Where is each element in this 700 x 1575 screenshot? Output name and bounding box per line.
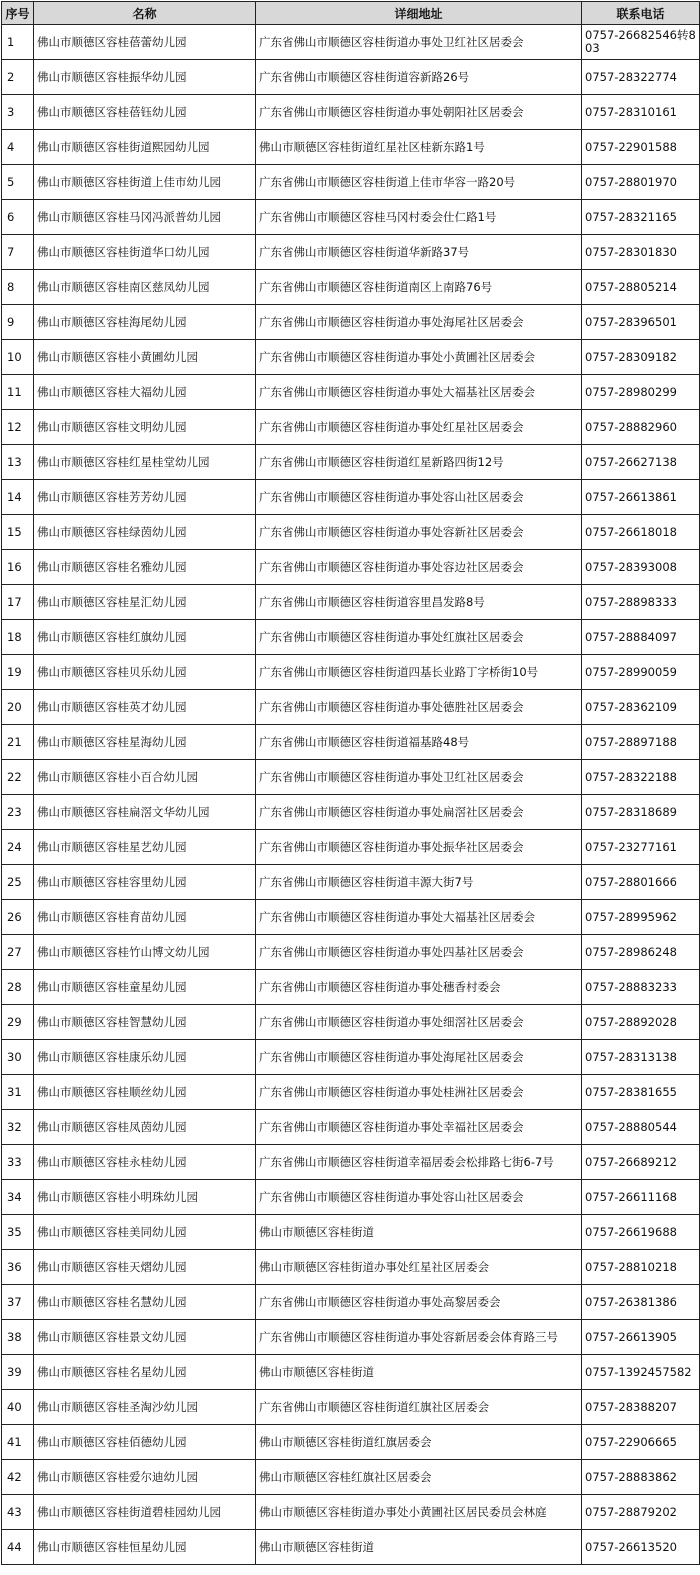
cell-phone: 0757-28318689 (582, 795, 700, 830)
table-row (2, 340, 700, 375)
cell-phone: 0757-28388207 (582, 1390, 700, 1425)
cell-name: 佛山市顺德区容桂圣淘沙幼儿园 (34, 1390, 256, 1425)
cell-name: 佛山市顺德区容桂芳芳幼儿园 (34, 480, 256, 515)
cell-phone: 0757-26613520 (582, 1530, 700, 1565)
cell-seq: 6 (2, 200, 34, 235)
table-row (2, 200, 700, 235)
cell-address: 佛山市顺德区容桂街道红星社区桂新东路1号 (256, 130, 582, 165)
cell-seq: 2 (2, 60, 34, 95)
cell-seq: 29 (2, 1005, 34, 1040)
table-row (2, 1180, 700, 1215)
cell-address: 广东省佛山市顺德区容桂街道上佳市华容一路20号 (256, 165, 582, 200)
cell-phone: 0757-28882960 (582, 410, 700, 445)
cell-seq: 43 (2, 1495, 34, 1530)
cell-seq: 4 (2, 130, 34, 165)
table-row (2, 305, 700, 340)
cell-seq: 5 (2, 165, 34, 200)
cell-name: 佛山市顺德区容桂蓓蕾幼儿园 (34, 25, 256, 60)
cell-name: 佛山市顺德区容桂天熠幼儿园 (34, 1250, 256, 1285)
cell-seq: 32 (2, 1110, 34, 1145)
cell-phone: 0757-28883862 (582, 1460, 700, 1495)
cell-name: 佛山市顺德区容桂小黄圃幼儿园 (34, 340, 256, 375)
cell-address: 广东省佛山市顺德区容桂街道办事处卫红社区居委会 (256, 760, 582, 795)
table-row (2, 690, 700, 725)
cell-name: 佛山市顺德区容桂贝乐幼儿园 (34, 655, 256, 690)
cell-name: 佛山市顺德区容桂景文幼儿园 (34, 1320, 256, 1355)
cell-address: 广东省佛山市顺德区容桂街道办事处红旗社区居委会 (256, 620, 582, 655)
cell-phone: 0757-28884097 (582, 620, 700, 655)
cell-name: 佛山市顺德区容桂爱尔迪幼儿园 (34, 1460, 256, 1495)
table-row (2, 1425, 700, 1460)
cell-phone: 0757-28880544 (582, 1110, 700, 1145)
header-address: 详细地址 (256, 2, 582, 25)
cell-phone: 0757-28381655 (582, 1075, 700, 1110)
header-name: 名称 (34, 2, 256, 25)
cell-name: 佛山市顺德区容桂名星幼儿园 (34, 1355, 256, 1390)
cell-name: 佛山市顺德区容桂英才幼儿园 (34, 690, 256, 725)
cell-address: 广东省佛山市顺德区容桂街道办事处容山社区居委会 (256, 480, 582, 515)
cell-name: 佛山市顺德区容桂红星桂堂幼儿园 (34, 445, 256, 480)
cell-phone: 0757-26682546转803 (582, 25, 700, 60)
cell-seq: 25 (2, 865, 34, 900)
table-row (2, 25, 700, 60)
cell-address: 广东省佛山市顺德区容桂街道南区上南路76号 (256, 270, 582, 305)
cell-phone: 0757-28898333 (582, 585, 700, 620)
cell-name: 佛山市顺德区容桂绿茵幼儿园 (34, 515, 256, 550)
cell-address: 广东省佛山市顺德区容桂街道办事处小黄圃社区居委会 (256, 340, 582, 375)
cell-name: 佛山市顺德区容桂名慧幼儿园 (34, 1285, 256, 1320)
cell-name: 佛山市顺德区容桂育苗幼儿园 (34, 900, 256, 935)
table-row (2, 1040, 700, 1075)
cell-address: 佛山市顺德区容桂街道办事处红星社区居委会 (256, 1250, 582, 1285)
cell-phone: 0757-26611168 (582, 1180, 700, 1215)
table-row (2, 550, 700, 585)
cell-address: 广东省佛山市顺德区容桂街道丰源大街7号 (256, 865, 582, 900)
cell-phone: 0757-28362109 (582, 690, 700, 725)
cell-address: 广东省佛山市顺德区容桂街道办事处红星社区居委会 (256, 410, 582, 445)
cell-name: 佛山市顺德区容桂佰德幼儿园 (34, 1425, 256, 1460)
cell-address: 广东省佛山市顺德区容桂街道办事处容边社区居委会 (256, 550, 582, 585)
table-header-row (2, 2, 700, 25)
cell-seq: 7 (2, 235, 34, 270)
table-row (2, 795, 700, 830)
table-row (2, 620, 700, 655)
cell-seq: 9 (2, 305, 34, 340)
cell-name: 佛山市顺德区容桂容里幼儿园 (34, 865, 256, 900)
table-row (2, 515, 700, 550)
cell-seq: 30 (2, 1040, 34, 1075)
table-row (2, 830, 700, 865)
table-row (2, 725, 700, 760)
cell-phone: 0757-28322188 (582, 760, 700, 795)
cell-seq: 23 (2, 795, 34, 830)
cell-address: 佛山市顺德区容桂街道 (256, 1215, 582, 1250)
cell-name: 佛山市顺德区容桂扁滘文华幼儿园 (34, 795, 256, 830)
table-row (2, 60, 700, 95)
cell-address: 广东省佛山市顺德区容桂街道办事处德胜社区居委会 (256, 690, 582, 725)
cell-seq: 34 (2, 1180, 34, 1215)
cell-phone: 0757-28995962 (582, 900, 700, 935)
cell-name: 佛山市顺德区容桂海尾幼儿园 (34, 305, 256, 340)
cell-name: 佛山市顺德区容桂小明珠幼儿园 (34, 1180, 256, 1215)
table-row (2, 865, 700, 900)
header-phone: 联系电话 (582, 2, 700, 25)
table-row (2, 760, 700, 795)
cell-name: 佛山市顺德区容桂街道熙园幼儿园 (34, 130, 256, 165)
table-row (2, 1005, 700, 1040)
table-row (2, 935, 700, 970)
cell-address: 佛山市顺德区容桂街道办事处小黄圃社区居民委员会林庭 (256, 1495, 582, 1530)
cell-phone: 0757-28309182 (582, 340, 700, 375)
table-row (2, 1110, 700, 1145)
cell-name: 佛山市顺德区容桂童星幼儿园 (34, 970, 256, 1005)
kindergarten-table (1, 1, 700, 1565)
cell-address: 广东省佛山市顺德区容桂街道办事处大福基社区居委会 (256, 900, 582, 935)
cell-phone: 0757-28805214 (582, 270, 700, 305)
cell-address: 佛山市顺德区容桂街道 (256, 1530, 582, 1565)
cell-address: 广东省佛山市顺德区容桂街道办事处容山社区居委会 (256, 1180, 582, 1215)
cell-name: 佛山市顺德区容桂蓓钰幼儿园 (34, 95, 256, 130)
cell-address: 广东省佛山市顺德区容桂街道容新路26号 (256, 60, 582, 95)
cell-name: 佛山市顺德区容桂大福幼儿园 (34, 375, 256, 410)
table-row (2, 95, 700, 130)
cell-address: 广东省佛山市顺德区容桂街道办事处海尾社区居委会 (256, 1040, 582, 1075)
cell-name: 佛山市顺德区容桂星汇幼儿园 (34, 585, 256, 620)
cell-seq: 39 (2, 1355, 34, 1390)
cell-seq: 10 (2, 340, 34, 375)
cell-seq: 35 (2, 1215, 34, 1250)
table-row (2, 1075, 700, 1110)
cell-name: 佛山市顺德区容桂红旗幼儿园 (34, 620, 256, 655)
cell-name: 佛山市顺德区容桂恒星幼儿园 (34, 1530, 256, 1565)
cell-name: 佛山市顺德区容桂街道碧桂园幼儿园 (34, 1495, 256, 1530)
cell-seq: 13 (2, 445, 34, 480)
cell-seq: 24 (2, 830, 34, 865)
cell-seq: 21 (2, 725, 34, 760)
cell-seq: 28 (2, 970, 34, 1005)
cell-address: 广东省佛山市顺德区容桂街道办事处大福基社区居委会 (256, 375, 582, 410)
cell-phone: 0757-28301830 (582, 235, 700, 270)
cell-address: 广东省佛山市顺德区容桂马冈村委会仕仁路1号 (256, 200, 582, 235)
cell-seq: 38 (2, 1320, 34, 1355)
cell-name: 佛山市顺德区容桂星海幼儿园 (34, 725, 256, 760)
cell-name: 佛山市顺德区容桂街道上佳市幼儿园 (34, 165, 256, 200)
cell-phone: 0757-26627138 (582, 445, 700, 480)
cell-phone: 0757-28322774 (582, 60, 700, 95)
cell-address: 广东省佛山市顺德区容桂街道红星新路四街12号 (256, 445, 582, 480)
table-row (2, 1250, 700, 1285)
table-row (2, 375, 700, 410)
cell-address: 广东省佛山市顺德区容桂街道幸福居委会松排路七街6-7号 (256, 1145, 582, 1180)
cell-seq: 41 (2, 1425, 34, 1460)
cell-address: 广东省佛山市顺德区容桂街道办事处卫红社区居委会 (256, 25, 582, 60)
cell-seq: 15 (2, 515, 34, 550)
cell-phone: 0757-28990059 (582, 655, 700, 690)
cell-seq: 36 (2, 1250, 34, 1285)
cell-address: 广东省佛山市顺德区容桂街道华新路37号 (256, 235, 582, 270)
cell-seq: 14 (2, 480, 34, 515)
cell-phone: 0757-28313138 (582, 1040, 700, 1075)
table-row (2, 235, 700, 270)
cell-name: 佛山市顺德区容桂振华幼儿园 (34, 60, 256, 95)
cell-name: 佛山市顺德区容桂永桂幼儿园 (34, 1145, 256, 1180)
cell-address: 广东省佛山市顺德区容桂街道办事处幸福社区居委会 (256, 1110, 582, 1145)
cell-seq: 27 (2, 935, 34, 970)
table-row (2, 900, 700, 935)
table-row (2, 165, 700, 200)
table-row (2, 480, 700, 515)
cell-name: 佛山市顺德区容桂美同幼儿园 (34, 1215, 256, 1250)
cell-phone: 0757-28810218 (582, 1250, 700, 1285)
cell-address: 广东省佛山市顺德区容桂街道办事处扁滘社区居委会 (256, 795, 582, 830)
cell-phone: 0757-28879202 (582, 1495, 700, 1530)
table-row (2, 270, 700, 305)
cell-address: 佛山市顺德区容桂街道红旗居委会 (256, 1425, 582, 1460)
table-row (2, 1495, 700, 1530)
cell-seq: 31 (2, 1075, 34, 1110)
cell-address: 佛山市顺德区容桂红旗社区居委会 (256, 1460, 582, 1495)
table-row (2, 1355, 700, 1390)
cell-address: 广东省佛山市顺德区容桂街道办事处桂洲社区居委会 (256, 1075, 582, 1110)
table-row (2, 970, 700, 1005)
cell-phone: 0757-28892028 (582, 1005, 700, 1040)
table-row (2, 1390, 700, 1425)
cell-seq: 19 (2, 655, 34, 690)
cell-name: 佛山市顺德区容桂小百合幼儿园 (34, 760, 256, 795)
cell-address: 佛山市顺德区容桂街道 (256, 1355, 582, 1390)
cell-name: 佛山市顺德区容桂星艺幼儿园 (34, 830, 256, 865)
cell-seq: 44 (2, 1530, 34, 1565)
cell-address: 广东省佛山市顺德区容桂街道办事处朝阳社区居委会 (256, 95, 582, 130)
table-row (2, 1320, 700, 1355)
cell-address: 广东省佛山市顺德区容桂街道办事处穗香村委会 (256, 970, 582, 1005)
cell-seq: 11 (2, 375, 34, 410)
cell-phone: 0757-26619688 (582, 1215, 700, 1250)
cell-phone: 0757-22906665 (582, 1425, 700, 1460)
cell-address: 广东省佛山市顺德区容桂街道办事处高黎居委会 (256, 1285, 582, 1320)
cell-address: 广东省佛山市顺德区容桂街道办事处海尾社区居委会 (256, 305, 582, 340)
cell-name: 佛山市顺德区容桂街道华口幼儿园 (34, 235, 256, 270)
cell-seq: 17 (2, 585, 34, 620)
table-row (2, 445, 700, 480)
cell-phone: 0757-1392457582 (582, 1355, 700, 1390)
cell-phone: 0757-28801970 (582, 165, 700, 200)
cell-phone: 0757-26381386 (582, 1285, 700, 1320)
cell-name: 佛山市顺德区容桂智慧幼儿园 (34, 1005, 256, 1040)
cell-seq: 42 (2, 1460, 34, 1495)
table-row (2, 655, 700, 690)
cell-seq: 3 (2, 95, 34, 130)
cell-seq: 1 (2, 25, 34, 60)
cell-phone: 0757-28883233 (582, 970, 700, 1005)
cell-seq: 12 (2, 410, 34, 445)
table-row (2, 585, 700, 620)
cell-address: 广东省佛山市顺德区容桂街道四基长业路丁字桥街10号 (256, 655, 582, 690)
cell-seq: 37 (2, 1285, 34, 1320)
cell-phone: 0757-22901588 (582, 130, 700, 165)
table-row (2, 410, 700, 445)
cell-phone: 0757-28393008 (582, 550, 700, 585)
cell-seq: 22 (2, 760, 34, 795)
table-row (2, 1145, 700, 1180)
header-seq: 序号 (2, 2, 34, 25)
cell-phone: 0757-28980299 (582, 375, 700, 410)
table-row (2, 1285, 700, 1320)
cell-name: 佛山市顺德区容桂竹山博文幼儿园 (34, 935, 256, 970)
cell-seq: 18 (2, 620, 34, 655)
table-row (2, 130, 700, 165)
cell-address: 广东省佛山市顺德区容桂街道办事处细滘社区居委会 (256, 1005, 582, 1040)
cell-phone: 0757-26689212 (582, 1145, 700, 1180)
cell-phone: 0757-23277161 (582, 830, 700, 865)
cell-phone: 0757-28986248 (582, 935, 700, 970)
cell-phone: 0757-28396501 (582, 305, 700, 340)
cell-name: 佛山市顺德区容桂凤茵幼儿园 (34, 1110, 256, 1145)
cell-address: 广东省佛山市顺德区容桂街道办事处容新社区居委会 (256, 515, 582, 550)
cell-phone: 0757-28321165 (582, 200, 700, 235)
cell-name: 佛山市顺德区容桂南区慈凤幼儿园 (34, 270, 256, 305)
table-row (2, 1215, 700, 1250)
cell-name: 佛山市顺德区容桂康乐幼儿园 (34, 1040, 256, 1075)
cell-address: 广东省佛山市顺德区容桂街道福基路48号 (256, 725, 582, 760)
cell-phone: 0757-26618018 (582, 515, 700, 550)
cell-address: 广东省佛山市顺德区容桂街道容里昌发路8号 (256, 585, 582, 620)
table-row (2, 1530, 700, 1565)
cell-phone: 0757-28310161 (582, 95, 700, 130)
cell-seq: 26 (2, 900, 34, 935)
cell-seq: 8 (2, 270, 34, 305)
cell-address: 广东省佛山市顺德区容桂街道办事处四基社区居委会 (256, 935, 582, 970)
cell-seq: 16 (2, 550, 34, 585)
cell-address: 广东省佛山市顺德区容桂街道红旗社区居委会 (256, 1390, 582, 1425)
cell-seq: 40 (2, 1390, 34, 1425)
cell-phone: 0757-28897188 (582, 725, 700, 760)
cell-address: 广东省佛山市顺德区容桂街道办事处容新居委会体育路三号 (256, 1320, 582, 1355)
table-body (2, 25, 700, 1565)
cell-seq: 33 (2, 1145, 34, 1180)
table-row (2, 1460, 700, 1495)
cell-seq: 20 (2, 690, 34, 725)
cell-name: 佛山市顺德区容桂文明幼儿园 (34, 410, 256, 445)
cell-name: 佛山市顺德区容桂马冈冯派普幼儿园 (34, 200, 256, 235)
cell-address: 广东省佛山市顺德区容桂街道办事处振华社区居委会 (256, 830, 582, 865)
cell-phone: 0757-28801666 (582, 865, 700, 900)
cell-name: 佛山市顺德区容桂名雅幼儿园 (34, 550, 256, 585)
cell-name: 佛山市顺德区容桂顺丝幼儿园 (34, 1075, 256, 1110)
cell-phone: 0757-26613861 (582, 480, 700, 515)
cell-phone: 0757-26613905 (582, 1320, 700, 1355)
